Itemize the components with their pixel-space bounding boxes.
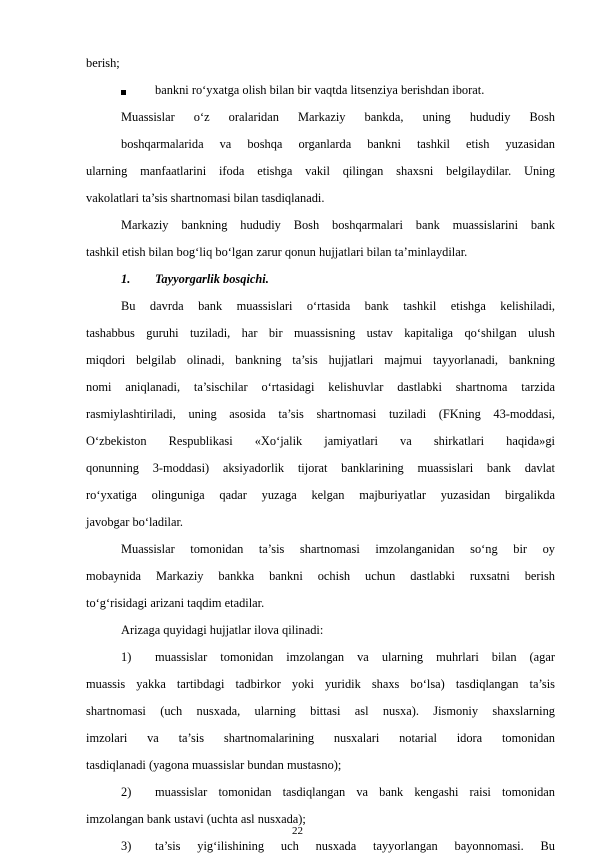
text-line: berish; bbox=[86, 56, 120, 70]
paragraph-line: to‘g‘risidagi arizani taqdim etadilar. bbox=[86, 596, 265, 610]
paragraph-line: rasmiylashtiriladi, uning asosida ta’sis shartnomasi tuziladi (FKning 43-moddasi, bbox=[86, 407, 555, 421]
paragraph-line: ularning manfaatlarini ifoda etishga vakil qilingan shaxsni belgilaydilar. Uning bbox=[86, 164, 555, 178]
bullet-item-text: bankni ro‘yxatga olish bilan bir vaqtda litsenziya berishdan iborat. bbox=[155, 83, 485, 97]
paragraph-line: imzolari va ta’sis shartnomalarining nusxalari notarial idora tomonidan bbox=[86, 731, 555, 745]
paragraph-line: mobaynida Markaziy bankka bankni ochish uchun dastlabki ruxsatni berish bbox=[86, 569, 555, 583]
list-item-text: muassislar tomonidan imzolangan va ularning muhrlari bilan (agar bbox=[155, 650, 555, 664]
paragraph-line: Muassislar tomonidan ta’sis shartnomasi imzolanganidan so‘ng bir oy bbox=[121, 542, 555, 556]
paragraph-line: miqdori belgilab olinadi, bankning ta’sis hujjatlari majmui tayyorlanadi, bankning bbox=[86, 353, 555, 367]
section-heading: Tayyorgarlik bosqichi. bbox=[155, 272, 269, 286]
paragraph-line: imzolangan bank ustavi (uchta asl nusxada); bbox=[86, 812, 306, 826]
paragraph-line: boshqarmalarida va boshqa organlarda bankni tashkil etish yuzasidan bbox=[121, 137, 555, 151]
paragraph-line: qonunning 3-moddasi) aksiyadorlik tijorat banklarining muassislari bank davlat bbox=[86, 461, 555, 475]
list-item-text: ta’sis yig‘ilishining uch nusxada tayyorlangan bayonnomasi. Bu bbox=[155, 839, 555, 853]
paragraph-line: Bu davrda bank muassislari o‘rtasida bank tashkil etishga kelishiladi, bbox=[121, 299, 555, 313]
list-number: 1) bbox=[121, 650, 132, 664]
paragraph-line: Arizaga quyidagi hujjatlar ilova qilinadi: bbox=[121, 623, 324, 637]
paragraph-line: nomi aniqlanadi, ta’sischilar o‘rtasidagi kelishuvlar dastlabki shartnoma tarzida bbox=[86, 380, 555, 394]
paragraph-line: tasdiqlanadi (yagona muassislar bundan mustasno); bbox=[86, 758, 342, 772]
list-number: 2) bbox=[121, 785, 132, 799]
paragraph-line: ro‘yxatiga olinguniga qadar yuzaga kelgan majburiyatlar yuzasidan birgalikda bbox=[86, 488, 555, 502]
paragraph-line: tashabbus guruhi tuziladi, har bir muassisning ustav kapitaliga qo‘shilgan ulush bbox=[86, 326, 555, 340]
paragraph-line: O‘zbekiston Respublikasi «Xo‘jalik jamiyatlari va shirkatlari haqida»gi bbox=[86, 434, 555, 448]
paragraph-line: tashkil etish bilan bog‘liq bo‘lgan zarur qonun hujjatlari bilan ta’minlaydilar. bbox=[86, 245, 468, 259]
paragraph-line: muassis yakka tartibdagi tadbirkor yoki yuridik shaxs bo‘lsa) tasdiqlangan ta’sis bbox=[86, 677, 555, 691]
list-item-text: muassislar tomonidan tasdiqlangan va bank kengashi raisi tomonidan bbox=[155, 785, 555, 799]
paragraph-line: javobgar bo‘ladilar. bbox=[86, 515, 184, 529]
page-number: 22 bbox=[292, 825, 303, 837]
bullet-square-icon bbox=[121, 90, 126, 95]
paragraph-line: shartnomasi (uch nusxada, ularning bittasi asl nusxa). Jismoniy shaxslarning bbox=[86, 704, 555, 718]
paragraph-line: Markaziy bankning hududiy Bosh boshqarmalari bank muassislarini bank bbox=[121, 218, 555, 232]
paragraph-line: Muassislar o‘z oralaridan Markaziy bankda, uning hududiy Bosh bbox=[121, 110, 555, 124]
paragraph-line: vakolatlari ta’sis shartnomasi bilan tasdiqlanadi. bbox=[86, 191, 325, 205]
section-number: 1. bbox=[121, 272, 131, 286]
list-number: 3) bbox=[121, 839, 132, 853]
